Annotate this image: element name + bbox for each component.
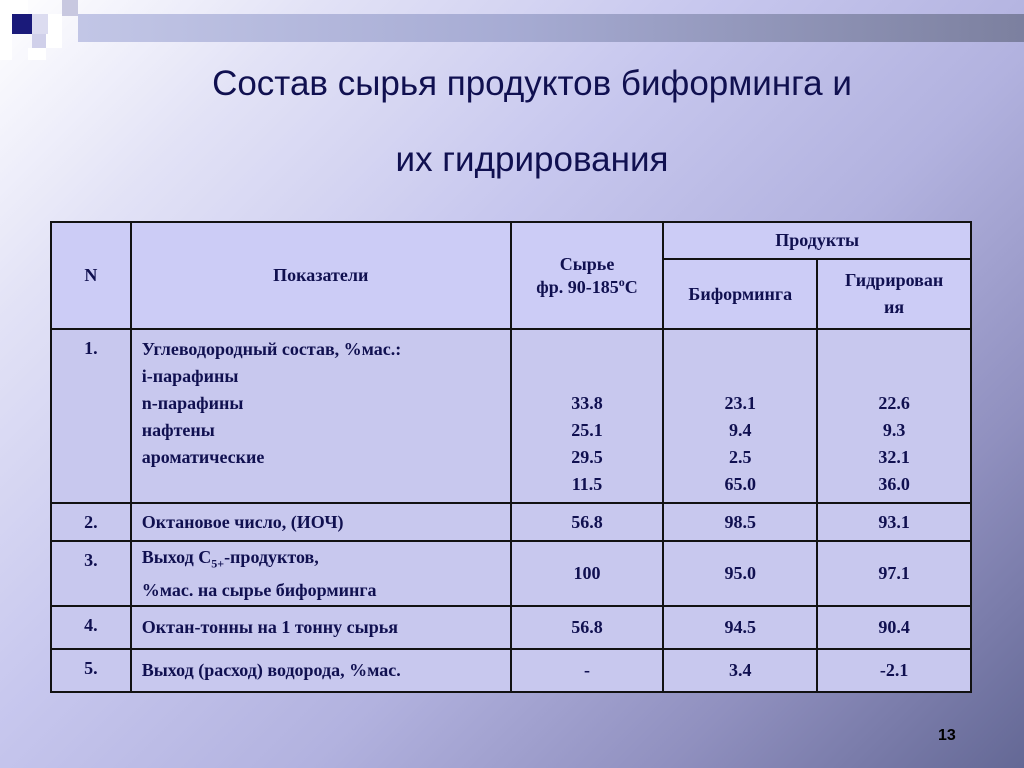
row-number: 1. — [51, 329, 131, 503]
biforming-value: 3.4 — [663, 649, 817, 692]
feed-values — [511, 329, 664, 503]
feed-value: 29.5 — [571, 447, 603, 467]
row-label-line: n-парафины — [141, 393, 244, 413]
row-label-text: Выход С — [141, 547, 212, 568]
row-label-line: нафтены — [141, 420, 215, 440]
hydrogenation-value: 36.0 — [878, 474, 910, 494]
hydrogenation-value: 93.1 — [817, 503, 971, 541]
slide-title-line1: Состав сырья продуктов биформинга и — [212, 64, 852, 103]
feed-value: 100 — [511, 541, 664, 606]
feed-value: - — [511, 649, 664, 692]
feed-value: 56.8 — [511, 503, 664, 541]
feed-value: 33.8 — [571, 393, 603, 413]
header-band — [78, 14, 1024, 42]
header-biforming: Биформинга — [663, 259, 817, 329]
biforming-value: 65.0 — [724, 474, 756, 494]
header-feed-unit: C — [624, 276, 638, 297]
row-number: 2. — [51, 503, 131, 541]
hydrogenation-value: 32.1 — [878, 447, 910, 467]
hydrogenation-value: 22.6 — [878, 393, 910, 413]
header-feed-line2 — [518, 275, 657, 298]
row-label: Выход (расход) водорода, %мас. — [131, 649, 511, 692]
biforming-values — [663, 329, 817, 503]
row-label-line: ароматические — [141, 447, 265, 467]
header-feed-range: фр. 90-185 — [536, 276, 619, 297]
row-label: Октан-тонны на 1 тонну сырья — [131, 606, 511, 649]
table-row — [51, 503, 971, 541]
row-number: 3. — [51, 541, 131, 606]
row-label-line: Углеводородный состав, %мас.: — [141, 339, 402, 359]
header-hydrogenation-line2: ия — [884, 297, 905, 317]
hydrogenation-value: 9.3 — [882, 420, 906, 440]
row-label — [131, 541, 511, 606]
row-number: 5. — [51, 649, 131, 692]
header-feed-line1: Сырье — [559, 253, 615, 274]
header-hydrogenation — [817, 259, 971, 329]
row-label: Октановое число, (ИОЧ) — [131, 503, 511, 541]
biforming-value: 2.5 — [728, 447, 752, 467]
biforming-value: 23.1 — [724, 393, 756, 413]
row-label-line: %мас. на сырье биформинга — [141, 579, 377, 600]
biforming-value: 9.4 — [728, 420, 752, 440]
header-n: N — [51, 222, 131, 329]
header-feed-degree: o — [618, 274, 625, 289]
table-row — [51, 541, 971, 606]
page-number: 13 — [938, 727, 956, 744]
table-header-row — [51, 222, 971, 259]
row-number: 4. — [51, 606, 131, 649]
header-feed — [511, 222, 664, 329]
header-indicators: Показатели — [131, 222, 511, 329]
biforming-value: 95.0 — [663, 541, 817, 606]
header-hydrogenation-line1: Гидрирован — [844, 270, 944, 290]
hydrogenation-value: -2.1 — [817, 649, 971, 692]
biforming-value: 98.5 — [663, 503, 817, 541]
row-label-line — [142, 544, 504, 577]
feed-value: 11.5 — [571, 474, 603, 494]
hydrogenation-values — [817, 329, 971, 503]
biforming-value: 94.5 — [663, 606, 817, 649]
corner-decoration — [0, 0, 120, 60]
row-label-text: -продуктов, — [224, 547, 319, 568]
slide-title-line2: их гидрирования — [395, 140, 669, 179]
hydrogenation-value: 90.4 — [817, 606, 971, 649]
header-products: Продукты — [663, 222, 971, 259]
table-row — [51, 329, 971, 503]
table-row — [51, 649, 971, 692]
composition-table — [50, 221, 972, 693]
feed-value: 25.1 — [571, 420, 603, 440]
row-label-subscript: 5+ — [211, 556, 225, 571]
table-row — [51, 606, 971, 649]
hydrogenation-value: 97.1 — [817, 541, 971, 606]
row-label — [131, 329, 511, 503]
row-label-line: i-парафины — [141, 366, 239, 386]
feed-value: 56.8 — [511, 606, 664, 649]
